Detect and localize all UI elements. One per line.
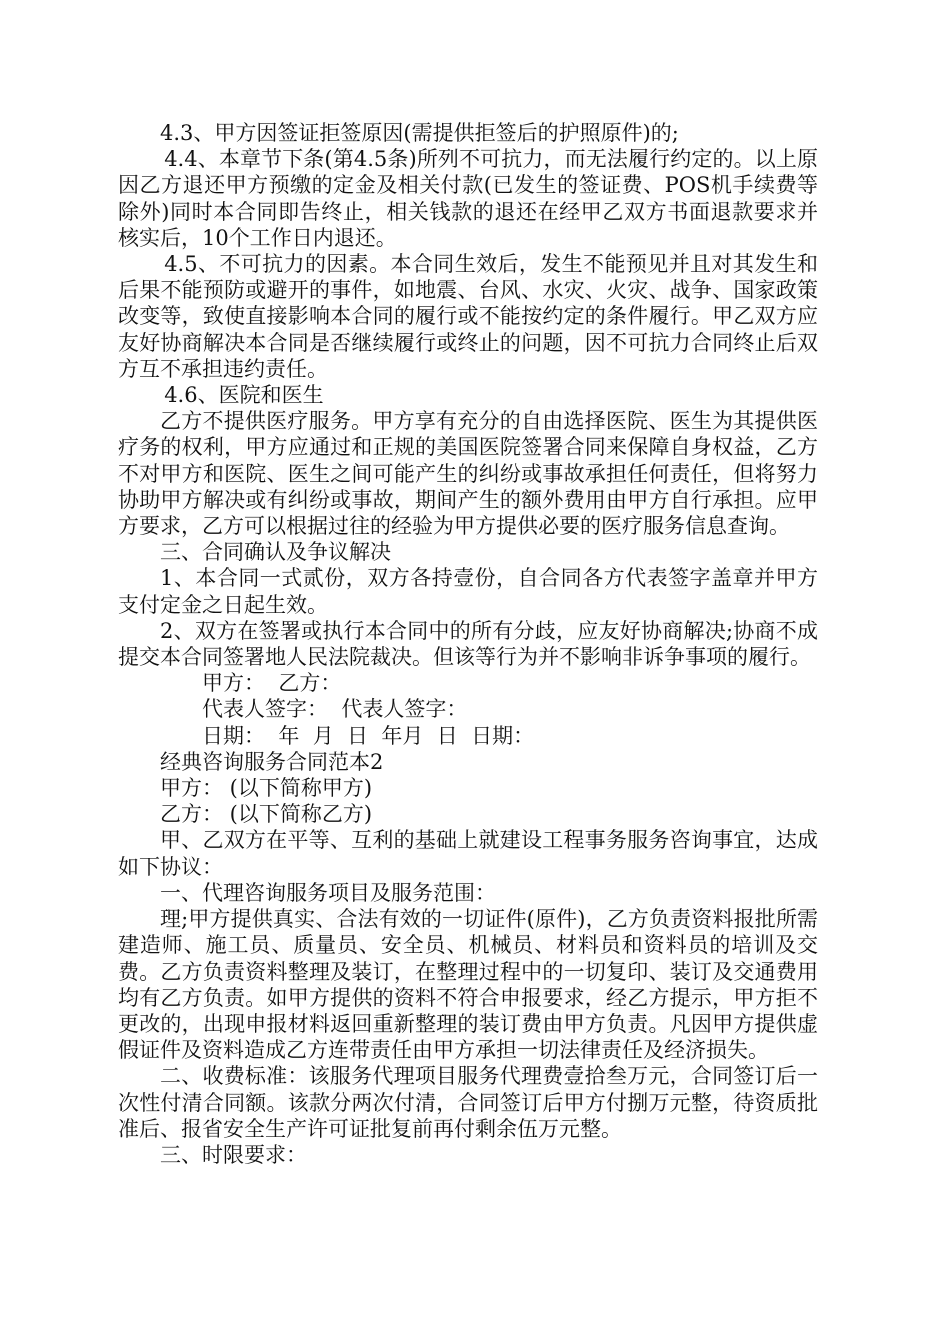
paragraph-fees: 二、收费标准：该服务代理项目服务代理费壹拾叁万元，合同签订后一次性付清合同额。该款分两次付清，合同签订后甲方付捌万元整，待资质批准后、报省安全生产许可证批复前再付剩余伍万元整。 <box>118 1064 818 1141</box>
party-a-line: 甲方： (以下简称甲方) <box>160 776 373 801</box>
signature-dates: 日期： 年 月 日 年月 日 日期： <box>202 723 535 748</box>
paragraph-4-3: 4.3、甲方因签证拒签原因(需提供拒签后的护照原件)的; <box>160 121 679 145</box>
heading-service-scope: 一、代理咨询服务项目及服务范围： <box>160 880 496 905</box>
party-b-line: 乙方： (以下简称乙方) <box>160 802 373 827</box>
heading-section-3: 三、合同确认及争议解决 <box>160 540 391 565</box>
heading-4-6: 4.6、医院和医生 <box>164 383 324 408</box>
paragraph-clause-1: 1、本合同一式贰份，双方各持壹份，自合同各方代表签字盖章并甲方支付定金之日起生效。 <box>118 566 818 617</box>
heading-time-limit: 三、时限要求： <box>160 1142 307 1167</box>
paragraph-clause-2: 2、双方在签署或执行本合同中的所有分歧，应友好协商解决;协商不成提交本合同签署地人民法院裁决。但该等行为并不影响非诉争事项的履行。 <box>118 618 818 670</box>
signature-representatives: 代表人签字： 代表人签字： <box>202 697 468 722</box>
paragraph-4-5: 4.5、不可抗力的因素。本合同生效后，发生不能预见并且对其发生和后果不能预防或避开的事件，如地震、台风、水灾、火灾、战争、国家政策改变等，致使直接影响本合同的履行或不能按约定的条件履行。甲乙双方应友好协商解决本合同是否继续履行或终止的问题，因不可抗力合同终止后双方互不承担违约责任。 <box>118 252 818 381</box>
contract-title-2: 经典咨询服务合同范本2 <box>160 749 384 774</box>
paragraph-agreement-intro: 甲、乙双方在平等、互利的基础上就建设工程事务服务咨询事宜，达成如下协议： <box>118 828 818 879</box>
document-page <box>118 120 818 1168</box>
paragraph-4-4: 4.4、本章节下条(第4.5条)所列不可抗力，而无法履行约定的。以上原因乙方退还甲方预缴的定金及相关付款(已发生的签证费、POS机手续费等除外)同时本合同即告终止，相关钱款的退还在经甲乙双方书面退款要求并核实后，10个工作日内退还。 <box>118 147 818 250</box>
paragraph-medical: 乙方不提供医疗服务。甲方享有充分的自由选择医院、医生为其提供医疗务的权利，甲方应通过和正规的美国医院签署合同来保障自身权益，乙方不对甲方和医院、医生之间可能产生的纠纷或事故承担任何责任，但将努力协助甲方解决或有纠纷或事故，期间产生的额外费用由甲方自行承担。应甲方要求，乙方可以根据过往的经验为甲方提供必要的医疗服务信息查询。 <box>118 409 818 539</box>
signature-parties: 甲方： 乙方： <box>202 671 342 696</box>
paragraph-service-scope: 理;甲方提供真实、合法有效的一切证件(原件)，乙方负责资料报批所需建造师、施工员、质量员、安全员、机械员、材料员和资料员的培训及交费。乙方负责资料整理及装订，在整理过程中的一切复印、装订及交通费用均有乙方负责。如甲方提供的资料不符合申报要求，经乙方提示，甲方拒不更改的，出现申报材料返回重新整理的装订费由甲方负责。凡因甲方提供虚假证件及资料造成乙方连带责任由甲方承担一切法律责任及经济损失。 <box>118 907 818 1063</box>
